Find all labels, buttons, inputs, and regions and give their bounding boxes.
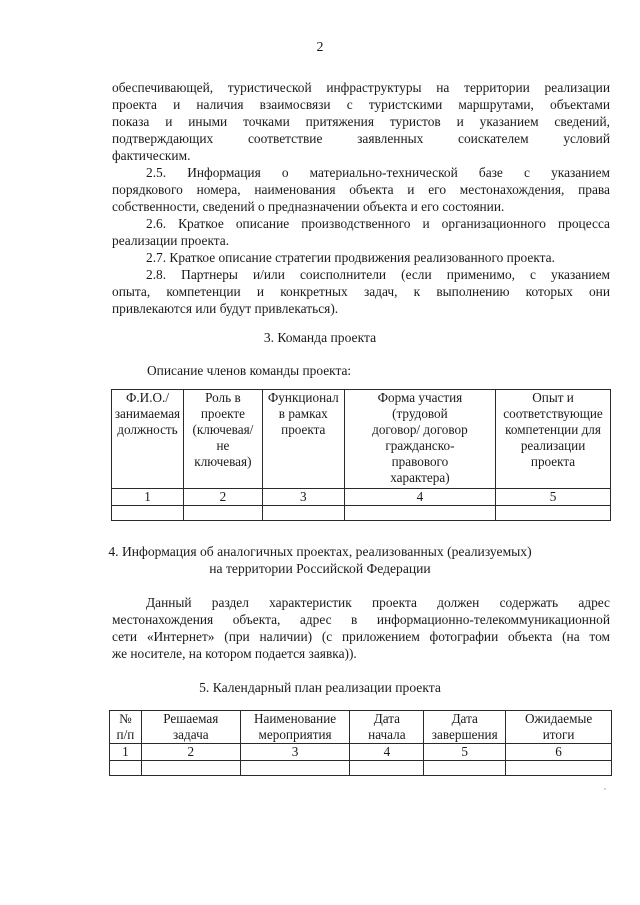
column-number: 3 <box>240 744 350 761</box>
section3-subheading: Описание членов команды проекта: <box>147 363 352 378</box>
empty-cell <box>424 761 506 776</box>
empty-cell <box>112 506 184 521</box>
item-2-6 <box>112 215 610 249</box>
text-line: же носителе, на котором подается заявка)). <box>112 646 357 661</box>
column-number: 5 <box>424 744 506 761</box>
column-number: 4 <box>350 744 424 761</box>
header-cell-start-date: Дата начала <box>350 711 424 744</box>
section4-body <box>112 594 610 662</box>
text-line: собственности, сведений о предназначении объекта и его состоянии. <box>112 199 505 214</box>
empty-cell <box>141 761 240 776</box>
calendar-plan-table <box>109 710 612 776</box>
header-cell-expected-results: Ожидаемые итоги <box>506 711 612 744</box>
section4-heading-line2: на территории Российской Федерации <box>209 561 431 576</box>
text-line: 2.5. Информация о материально-технической базе с указанием <box>146 165 610 180</box>
table-header-row <box>112 390 611 489</box>
text-line: порядкового номера, наименования объекта и его местонахождения, права <box>112 182 610 197</box>
intro-paragraph <box>112 79 610 164</box>
header-cell-function: Функционал в рамках проекта <box>262 390 344 489</box>
text-line: показа и иными точками притяжения туристов и указанием сведений, <box>112 114 610 129</box>
empty-cell <box>110 761 142 776</box>
table-empty-row <box>110 761 612 776</box>
page-number: 2 <box>316 40 324 55</box>
column-number: 6 <box>506 744 612 761</box>
column-number: 1 <box>110 744 142 761</box>
empty-cell <box>496 506 611 521</box>
text-line: сети «Интернет» (при наличии) (с приложением фотографии объекта (на том <box>112 629 610 644</box>
empty-cell <box>506 761 612 776</box>
column-number: 5 <box>496 489 611 506</box>
column-number: 2 <box>183 489 262 506</box>
scan-speck <box>604 788 606 790</box>
table-number-row <box>112 489 611 506</box>
header-cell-number: № п/п <box>110 711 142 744</box>
text-line: Данный раздел характеристик проекта должен содержать адрес <box>146 595 610 610</box>
empty-cell <box>344 506 495 521</box>
table-header-row <box>110 711 612 744</box>
column-number: 2 <box>141 744 240 761</box>
text-line: подтверждающих соответствие заявленных соискателем условий <box>112 131 610 146</box>
header-cell-experience: Опыт и соответствующие компетенции для реализации проекта <box>496 390 611 489</box>
header-cell-fio: Ф.И.О./ занимаемая должность <box>112 390 184 489</box>
empty-cell <box>183 506 262 521</box>
column-number: 4 <box>344 489 495 506</box>
header-cell-role: Роль в проекте (ключевая/ не ключевая) <box>183 390 262 489</box>
text-line: реализации проекта. <box>112 233 230 248</box>
table-number-row <box>110 744 612 761</box>
item-2-8 <box>112 266 610 317</box>
empty-cell <box>240 761 350 776</box>
section5-heading: 5. Календарный план реализации проекта <box>199 680 441 695</box>
section3-heading: 3. Команда проекта <box>263 330 377 345</box>
text-line: опыта, компетенции и конкретных задач, к выполнению которых они <box>112 284 610 299</box>
text-line: проекта и наличия взаимосвязи с туристскими маршрутами, объектами <box>112 97 610 112</box>
header-cell-task: Решаемая задача <box>141 711 240 744</box>
text-line: 2.6. Краткое описание производственного и организационного процесса <box>146 216 610 231</box>
text-line: привлекаются или будут привлекаться). <box>112 301 339 316</box>
text-line: обеспечивающей, туристической инфраструктуры на территории реализации <box>112 80 610 95</box>
item-2-7 <box>112 249 610 266</box>
text-line: местонахождения объекта, адрес в информационно-телекоммуникационной <box>112 612 610 627</box>
column-number: 1 <box>112 489 184 506</box>
header-cell-participation: Форма участия (трудовой договор/ договор гражданско- правового характера) <box>344 390 495 489</box>
text-line: 2.8. Партнеры и/или соисполнители (если применимо, с указанием <box>146 267 610 282</box>
table-empty-row <box>112 506 611 521</box>
empty-cell <box>262 506 344 521</box>
header-cell-event-name: Наименование мероприятия <box>240 711 350 744</box>
empty-cell <box>350 761 424 776</box>
section4-heading-line1: 4. Информация об аналогичных проектах, реализованных (реализуемых) <box>108 544 532 559</box>
column-number: 3 <box>262 489 344 506</box>
team-table <box>111 389 611 521</box>
text-line: 2.7. Краткое описание стратегии продвижения реализованного проекта. <box>146 250 555 265</box>
item-2-5 <box>112 164 610 215</box>
text-line: фактическим. <box>112 148 191 163</box>
header-cell-end-date: Дата завершения <box>424 711 506 744</box>
